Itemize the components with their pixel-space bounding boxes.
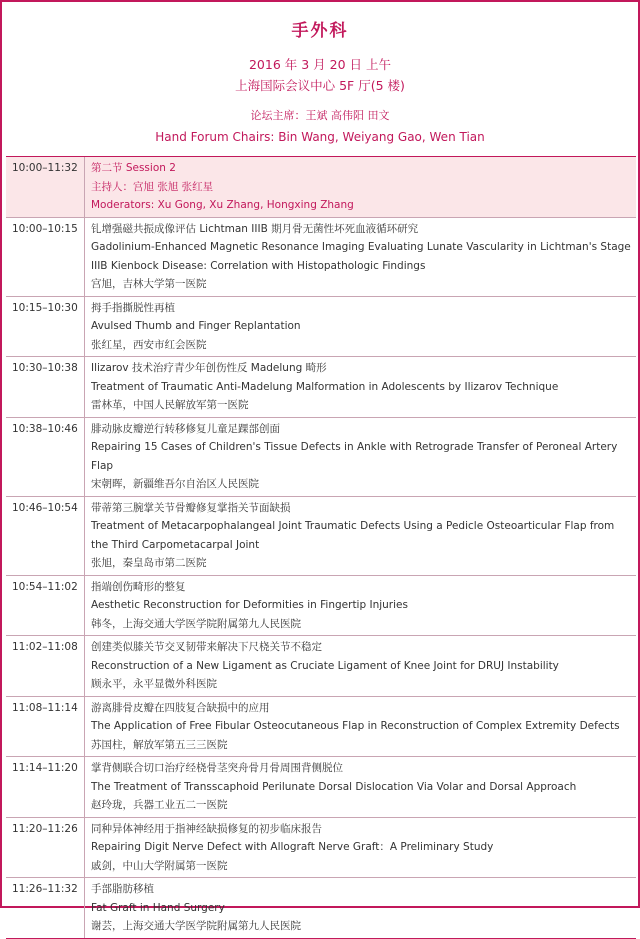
talk-content (85, 636, 636, 696)
talk-speaker: 宫旭，吉林大学第一医院 (91, 278, 207, 290)
talk-content (85, 497, 636, 575)
talk-time: 10:38–10:46 (6, 418, 85, 496)
talk-speaker: 顾永平，永平显微外科医院 (91, 678, 217, 690)
talk-title-cn: 同种异体神经用于指神经缺损修复的初步临床报告 (91, 822, 322, 835)
talk-title-cn: 创建类似膝关节交叉韧带来解决下尺桡关节不稳定 (91, 641, 322, 653)
talk-title-en: Repairing Digit Nerve Defect with Allograft Nerve Graft：A Preliminary Study (91, 841, 494, 853)
talk-speaker: 张旭，秦皇岛市第二医院 (91, 557, 207, 569)
talk-row (6, 497, 636, 576)
talk-time: 11:08–11:14 (6, 697, 85, 757)
page-title: 手外科 (291, 21, 349, 41)
talk-row (6, 218, 636, 297)
session-venue: 上海国际会议中心 5F 厅(5 楼) (235, 78, 405, 93)
talk-speaker: 谢芸，上海交通大学医学院附属第九人民医院 (91, 920, 301, 932)
talk-time: 11:14–11:20 (6, 757, 85, 817)
forum-chairs-cn: 论坛主席：王斌 高伟阳 田文 (250, 109, 390, 122)
talk-row (6, 878, 636, 939)
talk-content (85, 297, 636, 357)
talk-speaker: 苏国柱，解放军第五三三医院 (91, 738, 228, 751)
talk-row (6, 297, 636, 358)
talk-title-en: Reconstruction of a New Ligament as Cruciate Ligament of Knee Joint for DRUJ Instability (91, 659, 559, 672)
talk-time: 10:30–10:38 (6, 357, 85, 417)
talk-title-en: The Treatment of Transscaphoid Perilunate Dorsal Dislocation Via Volar and Dorsal Approach (91, 780, 577, 793)
talk-title-cn: 拇手指撕脱性再植 (91, 301, 175, 314)
talk-time: 11:26–11:32 (6, 878, 85, 938)
talk-content (85, 218, 636, 296)
talk-speaker: 韩冬，上海交通大学医学院附属第九人民医院 (91, 617, 301, 630)
talk-content (85, 757, 636, 817)
session-row (6, 157, 636, 218)
talk-row (6, 418, 636, 497)
talk-content (85, 818, 636, 878)
forum-chairs-en: Hand Forum Chairs: Bin Wang, Weiyang Gao, Wen Tian (155, 130, 485, 144)
session-name: 第二节 Session 2 (91, 162, 176, 174)
talk-title-en: Gadolinium-Enhanced Magnetic Resonance Imaging Evaluating Lunate Vascularity in Lichtman's Stage IIIB Kienbock Disease: Correlation with Histopathologic Findings (91, 241, 631, 272)
talk-row (6, 697, 636, 758)
page-header (2, 2, 638, 146)
talk-title-cn: 掌背侧联合切口治疗经桡骨茎突舟骨月骨周围背侧脱位 (91, 762, 343, 774)
session-content (85, 157, 636, 217)
schedule-table (6, 156, 636, 939)
talk-title-cn: 游离腓骨皮瓣在四肢复合缺损中的应用 (91, 701, 270, 714)
talk-content (85, 418, 636, 496)
talk-time: 10:15–10:30 (6, 297, 85, 357)
talk-title-en: Fat Graft in Hand Surgery (91, 901, 225, 914)
talk-speaker: 宋朝晖，新疆维吾尔自治区人民医院 (91, 478, 259, 490)
talk-title-cn: Ilizarov 技术治疗青少年创伤性反 Madelung 畸形 (91, 362, 327, 374)
talk-time: 10:54–11:02 (6, 576, 85, 636)
session-moderators-cn: 主持人：宫旭 张旭 张红星 (91, 180, 214, 193)
talk-time: 10:46–10:54 (6, 497, 85, 575)
talk-title-en: The Application of Free Fibular Osteocutaneous Flap in Reconstruction of Complex Extremity Defects (91, 720, 620, 732)
talk-title-en: Treatment of Traumatic Anti-Madelung Malformation in Adolescents by Ilizarov Technique (91, 380, 559, 393)
talk-title-cn: 指端创伤畸形的整复 (91, 580, 186, 593)
session-time: 10:00–11:32 (6, 157, 85, 217)
talk-list (6, 218, 636, 939)
talk-title-en: Treatment of Metacarpophalangeal Joint Traumatic Defects Using a Pedicle Osteoarticular Flap from the Third Carpometacarpal Joint (91, 520, 615, 551)
talk-time: 11:02–11:08 (6, 636, 85, 696)
talk-row (6, 576, 636, 637)
talk-speaker: 雷林革，中国人民解放军第一医院 (91, 399, 249, 411)
talk-title-cn: 钆增强磁共振成像评估 Lichtman IIIB 期月骨无菌性坏死血液循环研究 (91, 222, 419, 235)
session-date: 2016 年 3 月 20 日 上午 (248, 57, 391, 72)
talk-content (85, 576, 636, 636)
talk-content (85, 697, 636, 757)
talk-row (6, 636, 636, 697)
talk-content (85, 357, 636, 417)
talk-speaker: 赵玲珑，兵器工业五二一医院 (91, 799, 228, 811)
talk-title-en: Avulsed Thumb and Finger Replantation (91, 320, 301, 332)
talk-speaker: 戚剑，中山大学附属第一医院 (91, 859, 228, 872)
talk-row (6, 757, 636, 818)
talk-title-en: Repairing 15 Cases of Children's Tissue Defects in Ankle with Retrograde Transfer of Peroneal Artery Flap (91, 441, 618, 472)
talk-time: 10:00–10:15 (6, 218, 85, 296)
talk-title-cn: 腓动脉皮瓣逆行转移修复儿童足踝部创面 (91, 422, 280, 435)
talk-row (6, 818, 636, 879)
talk-speaker: 张红星，西安市红会医院 (91, 338, 207, 351)
session-moderators-en: Moderators: Xu Gong, Xu Zhang, Hongxing Zhang (91, 199, 354, 211)
talk-title-en: Aesthetic Reconstruction for Deformities in Fingertip Injuries (91, 599, 408, 611)
talk-title-cn: 手部脂肪移植 (91, 883, 154, 895)
talk-row (6, 357, 636, 418)
talk-title-cn: 带蒂第三腕掌关节骨瓣修复掌指关节面缺损 (91, 501, 291, 514)
talk-time: 11:20–11:26 (6, 818, 85, 878)
